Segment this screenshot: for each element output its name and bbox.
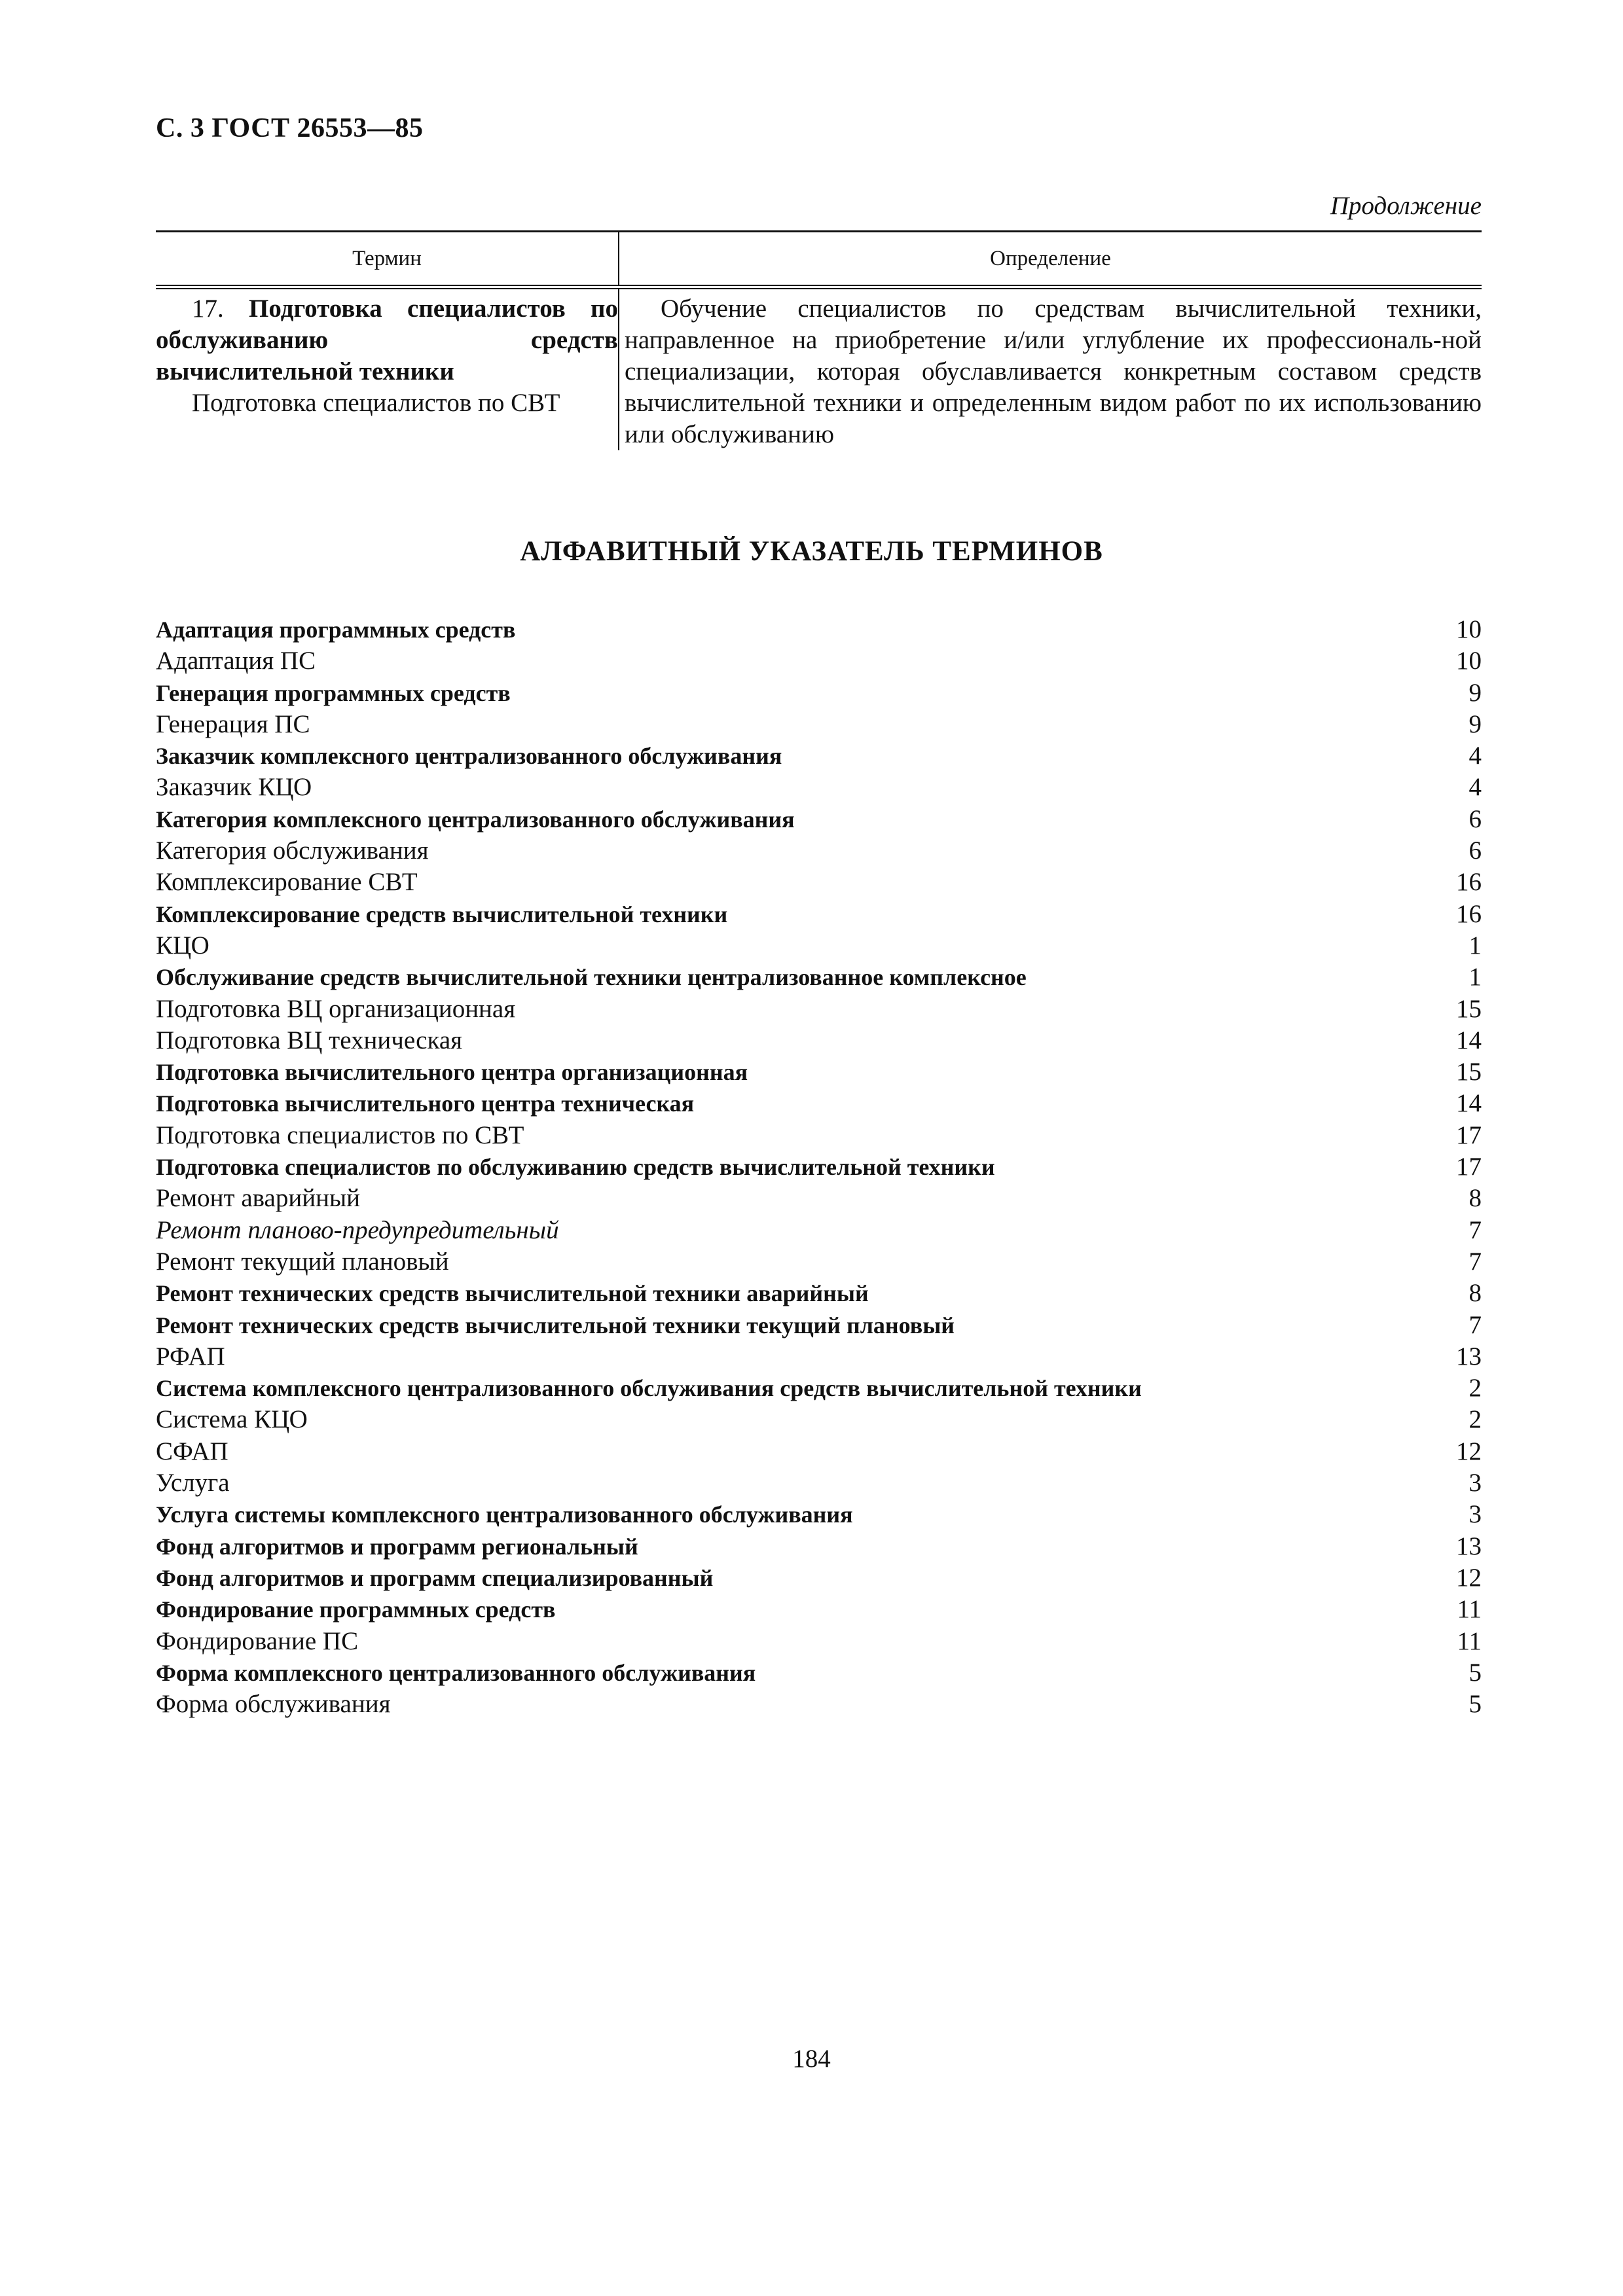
column-header-definition: Определение	[619, 232, 1482, 287]
index-entry	[156, 1594, 1482, 1625]
table-row	[156, 287, 1482, 451]
index-entry	[156, 930, 1482, 961]
index-entry-term: Ремонт текущий плановый	[156, 1247, 449, 1276]
index-entry-term: Фондирование программных средств	[156, 1596, 556, 1623]
index-entry-ref: 11	[1457, 1595, 1482, 1624]
index-entry-ref: 7	[1468, 1310, 1482, 1339]
index-entry-ref: 10	[1456, 615, 1482, 643]
index-entry-term: Фонд алгоритмов и программ специализированный	[156, 1564, 714, 1591]
term-line-1	[156, 293, 618, 325]
index-entry-term: Фонд алгоритмов и программ региональный	[156, 1533, 638, 1560]
index-entry	[156, 835, 1482, 867]
index-entry-ref: 1	[1468, 931, 1482, 960]
term-short-form: Подготовка специалистов по СВТ	[192, 389, 560, 417]
index-entry	[156, 1120, 1482, 1151]
index-entry-term: Ремонт технических средств вычислительной техники текущий плановый	[156, 1312, 955, 1338]
index-entry	[156, 1626, 1482, 1657]
index-entry-term: Комплексирование средств вычислительной техники	[156, 901, 728, 927]
index-entry-term: Система комплексного централизованного обслуживания средств вычислительной техники	[156, 1375, 1142, 1402]
index-entry-term: Адаптация ПС	[156, 647, 316, 675]
index-entry-term: Подготовка специалистов по обслуживанию средств вычислительной техники	[156, 1154, 995, 1181]
index-entry	[156, 1562, 1482, 1594]
index-entry-ref: 4	[1468, 742, 1482, 770]
index-entry	[156, 1310, 1482, 1341]
index-entry-term: Адаптация программных средств	[156, 617, 516, 643]
index-list	[156, 614, 1482, 1720]
index-entry-ref: 4	[1468, 773, 1482, 802]
term-number: 17.	[192, 295, 224, 323]
index-entry-ref: 2	[1468, 1374, 1482, 1403]
index-entry-term: Ремонт планово-предупредительный	[156, 1215, 559, 1244]
definition-text: Обучение специалистов по средствам вычислительной техники, направленное на приобретение и/или углубление их профессиональ-ной специализации, которая обуславливается конкретным составом средств вычислительной техники и определенным видом работ по их использованию или обслуживанию	[625, 295, 1482, 448]
index-entry-ref: 14	[1456, 1026, 1482, 1054]
index-entry-ref: 17	[1456, 1121, 1482, 1149]
index-entry-ref: 6	[1468, 804, 1482, 833]
index-entry	[156, 961, 1482, 993]
index-entry-ref: 15	[1456, 1058, 1482, 1086]
index-entry-term: Генерация программных средств	[156, 679, 511, 706]
terms-table-header-row	[156, 232, 1482, 287]
definition-cell	[619, 287, 1482, 451]
index-entry	[156, 740, 1482, 772]
index-entry	[156, 1531, 1482, 1562]
terms-table	[156, 230, 1482, 450]
index-entry-ref: 16	[1456, 899, 1482, 928]
index-entry-ref: 3	[1468, 1500, 1482, 1529]
index-entry-term: Категория комплексного централизованного обслуживания	[156, 806, 795, 833]
index-entry-ref: 14	[1456, 1089, 1482, 1118]
index-entry	[156, 1056, 1482, 1088]
column-header-term: Термин	[156, 232, 619, 287]
index-entry	[156, 772, 1482, 803]
index-entry	[156, 1689, 1482, 1720]
index-entry-term: Услуга	[156, 1469, 230, 1498]
index-entry	[156, 677, 1482, 709]
index-entry-term: Заказчик КЦО	[156, 773, 312, 802]
index-entry-ref: 7	[1468, 1247, 1482, 1276]
index-entry-ref: 6	[1468, 836, 1482, 865]
index-entry	[156, 1215, 1482, 1246]
index-entry-term: Подготовка вычислительного центра организационная	[156, 1059, 748, 1086]
index-entry	[156, 1372, 1482, 1404]
index-entry-ref: 8	[1468, 1279, 1482, 1308]
index-title: АЛФАВИТНЫЙ УКАЗАТЕЛЬ ТЕРМИНОВ	[520, 536, 1103, 567]
index-entry-ref: 12	[1456, 1437, 1482, 1465]
index-entry-ref: 1	[1468, 963, 1482, 992]
index-entry-ref: 2	[1468, 1405, 1482, 1434]
index-entry	[156, 645, 1482, 677]
index-entry-term: Подготовка ВЦ организационная	[156, 994, 516, 1023]
index-entry	[156, 1404, 1482, 1435]
index-entry	[156, 1467, 1482, 1499]
index-entry-term: Услуга системы комплексного централизованного обслуживания	[156, 1501, 853, 1528]
index-entry-ref: 12	[1456, 1563, 1482, 1592]
index-entry	[156, 1088, 1482, 1119]
index-entry-term: Подготовка вычислительного центра техническая	[156, 1090, 695, 1117]
term-title-line-1: Подготовка специалистов по	[249, 295, 618, 323]
index-entry-term: Форма обслуживания	[156, 1690, 391, 1719]
index-entry	[156, 867, 1482, 898]
index-entry	[156, 994, 1482, 1025]
index-entry-ref: 3	[1468, 1469, 1482, 1498]
index-entry-term: Подготовка специалистов по СВТ	[156, 1121, 524, 1149]
index-entry-term: РФАП	[156, 1342, 225, 1371]
index-entry	[156, 1278, 1482, 1309]
index-entry-term: Ремонт аварийный	[156, 1184, 361, 1213]
index-entry-ref: 16	[1456, 868, 1482, 897]
index-entry-ref: 9	[1468, 678, 1482, 707]
index-entry	[156, 1151, 1482, 1183]
index-entry-ref: 13	[1456, 1532, 1482, 1560]
index-entry-term: Подготовка ВЦ техническая	[156, 1026, 463, 1054]
index-entry-ref: 8	[1468, 1184, 1482, 1213]
page-header: С. 3 ГОСТ 26553—85	[156, 113, 424, 143]
index-entry-term: Система КЦО	[156, 1405, 308, 1434]
index-entry	[156, 1183, 1482, 1214]
index-entry	[156, 1436, 1482, 1467]
index-entry	[156, 1025, 1482, 1056]
index-entry	[156, 614, 1482, 645]
index-entry-term: КЦО	[156, 931, 210, 960]
index-entry	[156, 1499, 1482, 1530]
index-entry	[156, 1246, 1482, 1278]
term-title-line-3: вычислительной техники	[156, 357, 454, 386]
index-entry-ref: 5	[1468, 1658, 1482, 1687]
index-entry-ref: 11	[1457, 1626, 1482, 1655]
index-entry-ref: 17	[1456, 1153, 1482, 1181]
index-entry-ref: 10	[1456, 647, 1482, 675]
index-entry	[156, 1657, 1482, 1689]
index-entry-term: Комплексирование СВТ	[156, 868, 418, 897]
index-entry-ref: 5	[1468, 1690, 1482, 1719]
index-entry	[156, 709, 1482, 740]
page-number: 184	[792, 2045, 831, 2073]
continuation-label: Продолжение	[1330, 192, 1482, 220]
index-entry-ref: 13	[1456, 1342, 1482, 1371]
index-entry-term: Категория обслуживания	[156, 836, 429, 865]
index-entry-term: Фондирование ПС	[156, 1626, 359, 1655]
index-entry-term: Обслуживание средств вычислительной техники централизованное комплексное	[156, 964, 1027, 991]
index-entry-ref: 15	[1456, 994, 1482, 1023]
index-entry-term: Заказчик комплексного централизованного обслуживания	[156, 743, 782, 770]
index-entry	[156, 899, 1482, 930]
index-entry-ref: 7	[1468, 1215, 1482, 1244]
term-cell	[156, 287, 619, 451]
term-title-line-2: обслуживанию средств	[156, 326, 618, 354]
index-entry-term: Форма комплексного централизованного обслуживания	[156, 1659, 756, 1686]
index-entry	[156, 804, 1482, 835]
index-entry-term: Генерация ПС	[156, 709, 310, 738]
index-entry-ref: 9	[1468, 709, 1482, 738]
index-entry-term: Ремонт технических средств вычислительной техники аварийный	[156, 1280, 869, 1307]
index-entry-term: СФАП	[156, 1437, 228, 1465]
index-entry	[156, 1341, 1482, 1372]
